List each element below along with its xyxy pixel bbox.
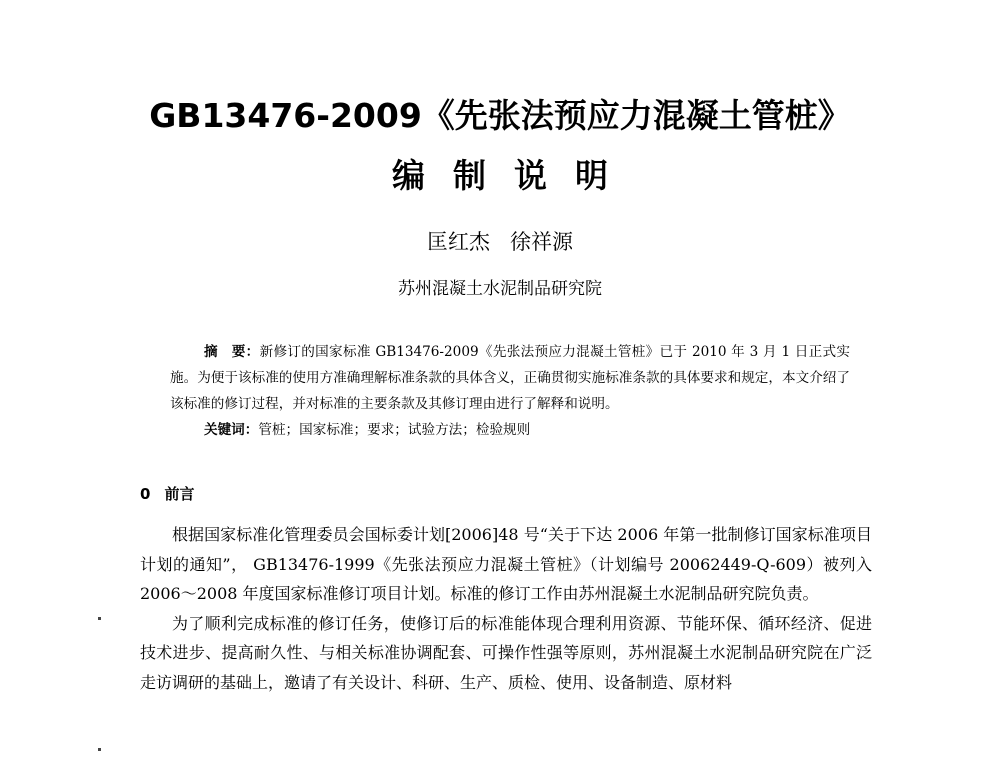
abstract-text: 新修订的国家标准 GB13476-2009《先张法预应力混凝土管桩》已于 2010 年 3 月 1 日正式实施。为便于该标准的使用方准确理解标准条款的具体含义，正确贯彻实施标准条款的具体要求和规定，本文介绍了该标准的修订过程，并对标准的主要条款及其修订理由进行了解释和说明。 — [170, 344, 851, 412]
abstract-block — [170, 339, 850, 417]
section-number: 0 — [140, 485, 151, 503]
section-title: 前言 — [164, 485, 195, 503]
scan-mark — [98, 748, 101, 751]
paragraph: 根据国家标准化管理委员会国标委计划[2006]48 号“关于下达 2006 年第一批制修订国家标准项目计划的通知”， GB13476-1999《先张法预应力混凝土管桩》（计划编号 20062449-Q-609）被列入 2006～2008 年度国家标准修订项目计划。标准的修订工作由苏州混凝土水泥制品研究院负责。 — [140, 525, 872, 603]
abstract-label: 摘 要： — [204, 344, 260, 360]
paper-subtitle: 编制说明 — [392, 156, 636, 195]
section-heading — [140, 483, 194, 504]
scan-mark — [98, 617, 101, 620]
keywords-line — [204, 417, 530, 443]
affiliation: 苏州混凝土水泥制品研究院 — [398, 279, 602, 299]
keywords-label: 关键词： — [204, 422, 259, 438]
keywords-text: 管桩；国家标准；要求；试验方法；检验规则 — [258, 422, 531, 438]
author-line: 匡红杰 徐祥源 — [426, 230, 574, 254]
paragraph: 为了顺利完成标准的修订任务，使修订后的标准能体现合理利用资源、节能环保、循环经济、促进技术进步、提高耐久性、与相关标准协调配套、可操作性强等原则，苏州混凝土水泥制品研究院在广泛走访调研的基础上，邀请了有关设计、科研、生产、质检、使用、设备制造、原材料 — [140, 613, 872, 692]
paper-title: GB13476-2009《先张法预应力混凝土管桩》 — [149, 96, 851, 135]
body-text — [140, 520, 872, 697]
